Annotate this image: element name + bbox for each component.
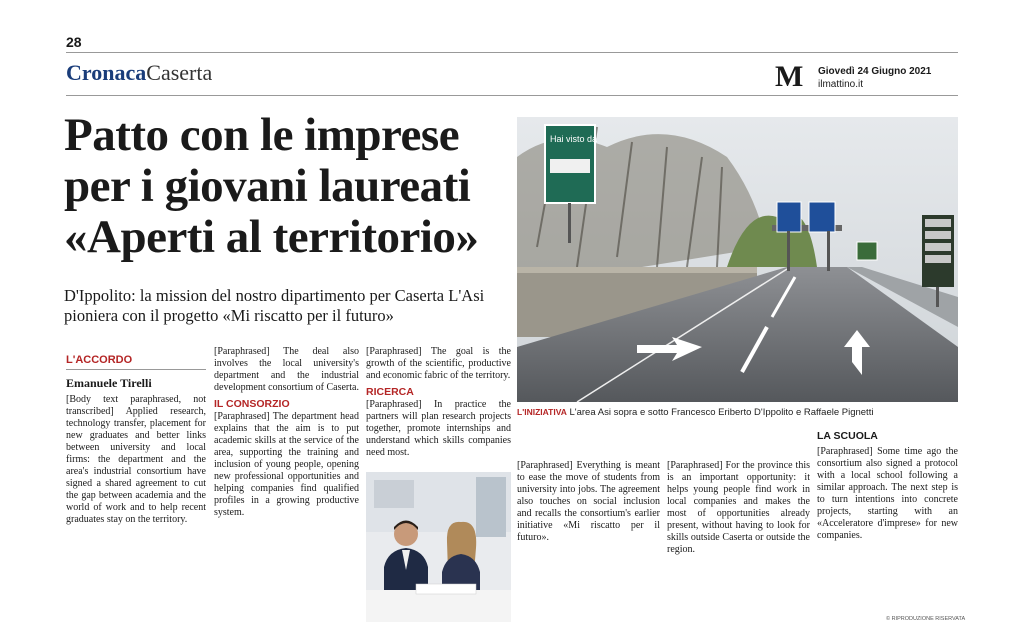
article-kicker: L'ACCORDO xyxy=(66,354,133,366)
masthead-site: ilmattino.it xyxy=(818,79,864,90)
body-paragraph: [Paraphrased] The goal is the growth of the scientific, productive and economic fabric of the territory. xyxy=(366,346,511,381)
photo-caption xyxy=(517,407,958,418)
subheadline: D'Ippolito: la mission del nostro dipartimento per Caserta L'Asi pioniera con il progetto «Mi riscatto per il futuro» xyxy=(64,286,485,325)
body-paragraph: [Paraphrased] Some time ago the consortium also signed a protocol with a local school following a similar approach. The next step is to turn intentions into concrete projects, starting with an «Acceleratore d'imprese» for new companies. xyxy=(817,446,958,541)
header-rule xyxy=(66,95,958,96)
body-column-2 xyxy=(214,346,359,622)
author-byline: Emanuele Tirelli xyxy=(66,376,152,390)
body-paragraph: [Paraphrased] For the province this is an important opportunity: it helps young people find work in local companies and makes the most of opportunities already present, without having to look for skills outside Caserta or outside the region. xyxy=(667,460,810,555)
body-column-1 xyxy=(66,394,206,620)
caption-kicker: L'INIZIATIVA xyxy=(517,407,567,417)
body-paragraph: [Paraphrased] Everything is meant to ease the move of students from university into jobs. The agreement also touches on social inclusion and recalls the consortium's earlier initiative «Mi riscatto per il futuro». xyxy=(517,460,660,543)
copyright-notice: © RIPRODUZIONE RISERVATA xyxy=(886,616,966,622)
body-column-3 xyxy=(366,346,511,464)
caption-text: L'area Asi sopra e sotto Francesco Eriberto D'Ippolito e Raffaele Pignetti xyxy=(569,407,874,418)
headline: Patto con le imprese per i giovani laureati «Aperti al territorio» xyxy=(64,109,479,263)
body-column-4 xyxy=(517,460,660,622)
main-photo xyxy=(517,117,958,402)
road-illustration xyxy=(517,117,958,402)
section-header xyxy=(66,60,212,86)
section-city: Caserta xyxy=(146,60,213,85)
subsection-kicker-ricerca: RICERCA xyxy=(366,386,414,398)
kicker-rule xyxy=(66,369,206,370)
people-illustration xyxy=(366,472,511,622)
body-paragraph: [Paraphrased] In practice the partners will plan research projects together, promote internships and understand which skills companies need most. xyxy=(366,399,511,458)
sign-text: Hai visto da xyxy=(550,134,598,144)
masthead-logo: M xyxy=(775,60,803,93)
body-paragraph: [Body text paraphrased, not transcribed] Applied research, technology transfer, placement for new graduates and better links between university and local firms: the department and the area's industrial consortium have signed a shared agreement to cut the gap between academia and the world of work and to help recent graduates stay on the territory. xyxy=(66,394,206,525)
body-column-6 xyxy=(817,446,958,612)
people-photo xyxy=(366,472,511,622)
page-number: 28 xyxy=(66,34,82,50)
masthead-date: Giovedì 24 Giugno 2021 xyxy=(818,66,932,77)
body-paragraph: [Paraphrased] The deal also involves the local university's department and the industrial development consortium of Caserta. xyxy=(214,346,359,393)
subsection-kicker-consorzio: IL CONSORZIO xyxy=(214,398,290,410)
body-column-5 xyxy=(667,460,810,622)
section-name: Cronaca xyxy=(66,60,147,85)
top-rule xyxy=(66,52,958,53)
body-paragraph: [Paraphrased] The department head explains that the aim is to put academic skills at the service of the area, supporting the training and inclusion of young people, opening new professional opportunities and helping companies find qualified profiles in a growing productive system. xyxy=(214,411,359,518)
subsection-kicker-scuola: LA SCUOLA xyxy=(817,430,878,442)
